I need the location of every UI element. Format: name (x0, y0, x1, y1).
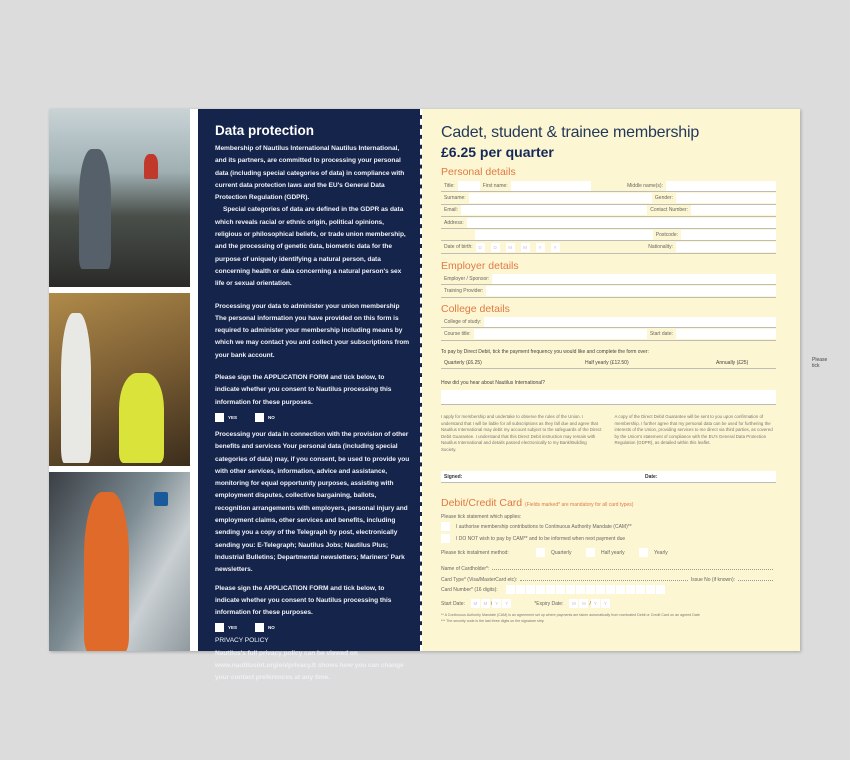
start-date-card-label: Start Date: (441, 600, 465, 607)
training-provider-field[interactable] (486, 286, 776, 296)
title-label: Title: (444, 182, 455, 189)
data-protection-title: Data protection (215, 123, 315, 138)
card-number-digit[interactable] (516, 585, 525, 594)
address-field[interactable] (467, 218, 776, 228)
issue-no-label: Issue No (if known): (690, 577, 735, 583)
footnote-security-code: *** The security code is the last three digits on the signature strip (441, 619, 544, 623)
card-number-digit[interactable] (606, 585, 615, 594)
engine-room-crew-photo (49, 293, 190, 466)
card-number-digit[interactable] (636, 585, 645, 594)
no-label: NO (268, 414, 275, 420)
middle-name-label: Middle name(s): (627, 182, 663, 189)
card-number-digit[interactable] (646, 585, 655, 594)
cam-checkbox[interactable] (441, 522, 450, 531)
date-field[interactable]: Date: (645, 473, 658, 480)
personal-details-rows (441, 180, 776, 254)
surname-label: Surname: (444, 194, 466, 201)
instalment-label: Please tick instalment method: (441, 549, 509, 556)
footnote-cam: ** A Continuous Authority Mandate (CAM) is an agreement set up where payments are taken automatically from nominated Debit or Credit Card on an agreed Date (441, 613, 700, 617)
dob-digit[interactable]: M (521, 243, 530, 252)
yes-label: YES (228, 625, 238, 631)
direct-debit-intro: To pay by Direct Debit, tick the payment frequency you would like and complete the form over: (441, 349, 649, 355)
employer-field[interactable] (492, 274, 776, 284)
date-digit[interactable]: Y (502, 599, 511, 608)
administer-paragraph: Processing your data to administer your union membership The personal information you have provided on this form is required to administer your membership including means by which we may contact you and collect your subscriptions from your bank account. (215, 302, 410, 359)
brochure-spread (49, 109, 828, 682)
address-field-2[interactable] (475, 230, 653, 240)
consent-2-no-checkbox[interactable] (255, 623, 264, 632)
cam-label: I authorise membership contributions to Continuous Authority Mandate (CAM)** (456, 523, 632, 530)
date-digit[interactable]: Y (492, 599, 501, 608)
college-details-heading: College details (441, 303, 510, 315)
dob-digit[interactable]: D (491, 243, 500, 252)
card-heading (441, 497, 633, 509)
card-number-digit[interactable] (536, 585, 545, 594)
surname-field[interactable] (469, 193, 652, 203)
dob-field[interactable] (476, 243, 646, 252)
card-note: (Fields marked* are mandatory for all card types) (525, 502, 634, 508)
training-provider-label: Training Provider: (444, 287, 484, 294)
dob-digit[interactable]: D (476, 243, 485, 252)
first-name-field[interactable] (511, 181, 591, 191)
date-digit[interactable]: Y (601, 599, 610, 608)
signed-field[interactable]: Signed: (444, 473, 463, 480)
half-yearly-label: Half yearly (£12.50) (585, 359, 629, 366)
email-label: Email: (444, 207, 458, 214)
consent-paragraph-1: Please sign the APPLICATION FORM and tick below, to indicate whether you consent to Nautilus processing this information for these purposes. (215, 374, 392, 406)
postcode-field[interactable] (681, 230, 776, 240)
membership-form (422, 109, 828, 651)
declaration-text (441, 414, 776, 454)
course-label: Course title: (444, 330, 471, 337)
expiry-date-label: *Expiry Date: (534, 600, 564, 607)
please-tick-label: Please tick (812, 356, 828, 369)
card-number-label: Card Number* (16 digits): (441, 587, 498, 593)
card-number-digit[interactable] (506, 585, 515, 594)
engineer-at-panel-photo (49, 472, 190, 651)
date-digit[interactable]: M (579, 599, 588, 608)
postcode-label: Postcode: (655, 231, 678, 238)
consent-2-options (215, 623, 410, 632)
issue-no-field[interactable] (738, 580, 773, 581)
dob-digit[interactable]: Y (551, 243, 560, 252)
instalment-yearly-checkbox[interactable] (639, 548, 648, 557)
contact-number-field[interactable] (691, 205, 776, 215)
ship-bridge-photo (49, 109, 190, 287)
card-heading-text: Debit/Credit Card (441, 497, 523, 509)
privacy-policy-title: PRIVACY POLICY (215, 637, 269, 645)
gender-field[interactable] (676, 193, 776, 203)
instalment-quarterly-label: Quarterly (551, 549, 572, 556)
declaration-right: A copy of the Direct Debit Guarantee will be sent to you upon confirmation of membership. I further agree that my personal data can be used for furthering the interests of the Union, providing services to me direct via third parties, as covered by the Union's statement of compliance with the EU's General Data Protection Regulation (GDPR), as detailed within this leaflet. (614, 414, 773, 446)
no-cam-label: I DO NOT wish to pay by CAM** and to be informed when next payment due (456, 535, 626, 542)
college-label: College of study: (444, 318, 482, 325)
college-field[interactable] (484, 317, 776, 327)
card-number-digit[interactable] (596, 585, 605, 594)
card-number-digit[interactable] (626, 585, 635, 594)
no-label: NO (268, 625, 275, 631)
date-digit[interactable]: M (481, 599, 490, 608)
employer-label: Employer / Sponsor: (444, 275, 490, 282)
card-number-digit[interactable] (546, 585, 555, 594)
instalment-yearly-label: Yearly (654, 549, 668, 556)
consent-2-yes-checkbox[interactable] (215, 623, 224, 632)
card-number-digit[interactable] (656, 585, 665, 594)
nationality-label: Nationality: (648, 244, 673, 251)
data-protection-panel (198, 109, 420, 682)
course-field[interactable] (474, 329, 647, 339)
nationality-field[interactable] (676, 242, 776, 252)
card-number-field[interactable] (506, 585, 666, 596)
quarterly-label: Quarterly (£6.25) (444, 359, 482, 366)
declaration-left: I apply for membership and undertake to observe the rules of the Union. I understand that I will be liable for all subscriptions as they fall due and agree that Nautilus International may debit my account subject to the safeguards of the Direct Debit Guarantee. I understand that this Direct Debit instruction may remain with Nautilus International and details passed electronically to my Bank/Building Society. (441, 414, 602, 452)
card-type-label: Card Type* (Visa/MasterCard etc): (441, 577, 518, 583)
cardholder-label: Name of Cardholder*: (441, 566, 490, 572)
special-categories-paragraph: Special categories of data are defined in the GDPR as data which reveals racial or ethnic origin, political opinions, religious or philosophical beliefs, or trade union membership, and the processing of genetic data, biometric data for the purpose of uniquely identifying a natural person, data concerning health or data concerning a natural person's sex life or sexual orientation. (215, 206, 406, 288)
benefits-paragraph: Processing your data in connection with the provision of other benefits and services Your personal data (including special categories of data) may, if you consent, be used to provide you with other services, information, advice and assistance, monitoring for equal opportunity purposes, assisting with employment disputes, collective bargaining, ballots, recognition arrangements with employers, personal injury and employment claims, other services and benefits, including sending you a copy of the Telegraph by post, electronically sending you: E-Telegraph; Nautilus Jobs; Nautilus Plus; Industrial Bulletins; Departmental newsletters; Mariners' Park newsletters. (215, 430, 410, 574)
cardholder-field[interactable] (492, 569, 773, 570)
card-number-digit[interactable] (576, 585, 585, 594)
title-field[interactable] (458, 181, 480, 191)
dob-digit[interactable]: M (506, 243, 515, 252)
personal-details-heading: Personal details (441, 166, 516, 178)
card-number-digit[interactable] (586, 585, 595, 594)
how-did-you-hear-label: How did you hear about Nautilus International? (441, 380, 545, 386)
consent-paragraph-2: Please sign the APPLICATION FORM and tick below, to indicate whether you consent to Nautilus processing this information for these purposes. (215, 584, 392, 617)
how-did-you-hear-field[interactable] (441, 390, 776, 404)
card-type-field[interactable] (520, 580, 688, 581)
instalment-half-yearly-checkbox[interactable] (586, 548, 595, 557)
yes-label: YES (228, 414, 238, 420)
date-digit[interactable]: Y (591, 599, 600, 608)
instalment-quarterly-checkbox[interactable] (536, 548, 545, 557)
date-digit[interactable]: M (569, 599, 578, 608)
consent-1-no-checkbox[interactable] (255, 413, 264, 422)
no-cam-checkbox[interactable] (441, 534, 450, 543)
statement-label: Please tick statement which applies: (441, 514, 522, 520)
card-number-digit[interactable] (566, 585, 575, 594)
start-date-label: Start date: (649, 330, 673, 337)
card-number-digit[interactable] (616, 585, 625, 594)
intro-paragraph: Membership of Nautilus International Nautilus International, and its partners, are committed to processing your personal data (including special categories of data) in compliance with current data protection laws and the EU's General Data Protection Regulation (GDPR). (215, 145, 405, 202)
consent-1-yes-checkbox[interactable] (215, 413, 224, 422)
dob-digit[interactable]: Y (536, 243, 545, 252)
instalment-half-yearly-label: Half yearly (601, 549, 625, 556)
annually-label: Annually (£25) (716, 359, 749, 366)
middle-name-field[interactable] (666, 181, 776, 191)
consent-1-options (215, 413, 410, 422)
dob-label: Date of birth: (444, 244, 473, 251)
form-title: Cadet, student & trainee membership (441, 124, 700, 141)
date-digit[interactable]: M (471, 599, 480, 608)
contact-number-label: Contact Number: (650, 207, 688, 214)
form-price: £6.25 per quarter (441, 144, 554, 160)
employer-details-heading: Employer details (441, 260, 519, 272)
gender-label: Gender: (654, 194, 673, 201)
email-field[interactable] (461, 205, 647, 215)
card-number-digit[interactable] (526, 585, 535, 594)
card-number-digit[interactable] (556, 585, 565, 594)
start-date-field[interactable] (676, 329, 776, 339)
first-name-label: First name: (482, 182, 508, 189)
privacy-policy-text: Nautilus's full privacy policy can be viewed on www.nautilusint.org/en/privacy.It shows how you can change your contact preferences at any time. (215, 649, 404, 682)
address-label: Address: (444, 219, 464, 226)
